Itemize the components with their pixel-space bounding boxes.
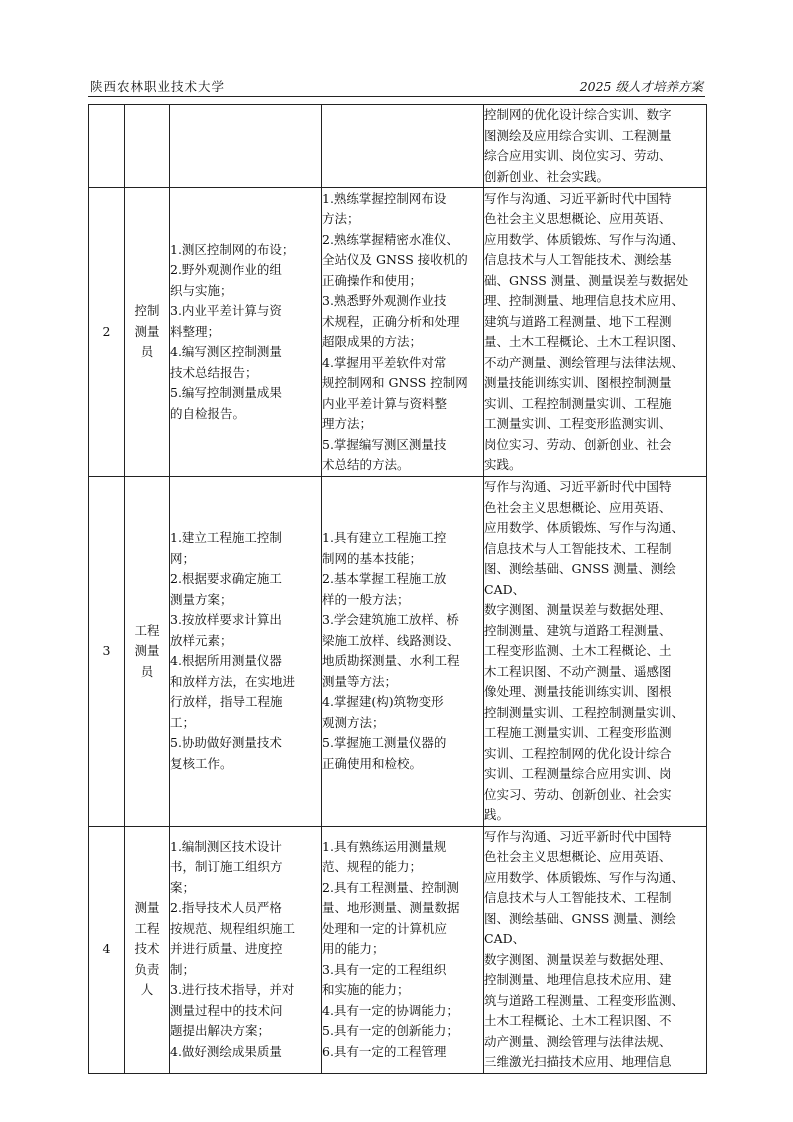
abilities-line: 4.掌握建(构)筑物变形 (322, 694, 444, 710)
courses-line: 控制测量、建筑与道路工程测量、 (484, 622, 672, 638)
courses-line: 实训、工程测量综合应用实训、岗 (484, 766, 672, 781)
abilities-line: 超限成果的方法； (322, 334, 423, 349)
courses-line: 三维激光扫描技术应用、地理信息 (484, 1054, 672, 1069)
role-cell (125, 188, 170, 477)
courses-cell (484, 826, 707, 1073)
duties-line: 3.内业平差计算与资 (170, 303, 282, 319)
header-school-name: 陕西农林职业技术大学 (90, 79, 226, 94)
courses-line: 控制测量实训、工程控制测量实训、 (484, 704, 685, 720)
courses-line: 应用数学、体质锻炼、写作与沟通、 (484, 520, 685, 535)
duties-line: 并进行质量、进度控 (170, 941, 283, 957)
duties-line: 网； (170, 550, 196, 566)
row-number-cell (89, 105, 125, 188)
abilities-line: 方法； (322, 211, 360, 226)
abilities-line: 理方法； (322, 416, 373, 431)
abilities-line: 内业平差计算与资料整 (322, 395, 448, 411)
duties-line: 按规范、规程组织施工 (170, 920, 296, 936)
duties-line: 测量方案； (170, 591, 233, 607)
abilities-line: 1.具有建立工程施工控 (322, 530, 447, 546)
abilities-line: 5.具有一定的创新能力； (322, 1023, 459, 1039)
abilities-line: 4.掌握用平差软件对常 (322, 354, 447, 370)
courses-line: 控制测量、地理信息技术应用、建 (484, 972, 672, 987)
duties-line: 工； (170, 714, 196, 730)
abilities-line: 观测方法； (322, 714, 385, 730)
duties-line: 2.指导技术人员严格 (170, 900, 282, 916)
abilities-line: 3.具有一定的工程组织 (322, 961, 447, 977)
courses-cell (484, 477, 707, 827)
role-line: 技术 (134, 941, 160, 957)
table-row (89, 826, 707, 1073)
role-cell (125, 105, 170, 188)
abilities-line: 和实施的能力； (322, 982, 410, 998)
role-line: 员 (140, 663, 154, 679)
row-number-cell: 4 (89, 826, 125, 1073)
courses-line: 写作与沟通、习近平新时代中国特 (484, 479, 672, 494)
courses-line: 图、测绘基础、GNSS 测量、测绘 CAD、 (484, 910, 676, 946)
abilities-cell (322, 188, 484, 477)
abilities-line: 术规程，正确分析和处理 (322, 313, 460, 329)
courses-line: 色社会主义思想概论、应用英语、 (484, 849, 672, 864)
abilities-line: 范、规程的能力； (322, 859, 423, 875)
role-cell (125, 477, 170, 827)
abilities-line: 2.基本掌握工程施工放 (322, 571, 447, 587)
courses-line: 位实习、劳动、创新创业、社会实 (484, 786, 672, 802)
courses-line: 不动产测量、测绘管理与法律法规、 (484, 354, 685, 370)
courses-line: 践。 (484, 807, 510, 822)
role-line: 控制 (134, 303, 160, 319)
courses-line: 创新创业、社会实践。 (484, 168, 610, 184)
courses-line: 测量技能训练实训、图根控制测量 (484, 375, 672, 390)
courses-line: 数字测图、测量误差与数据处理、 (484, 951, 672, 967)
abilities-line: 1.具有熟练运用测量规 (322, 838, 447, 854)
abilities-line: 5.掌握编写测区测量技 (322, 436, 447, 452)
abilities-line: 量、地形测量、测量数据 (322, 900, 460, 916)
role-line: 测量 (134, 643, 160, 658)
courses-line: 建筑与道路工程测量、地下工程测 (484, 313, 672, 329)
role-line: 测量 (134, 900, 160, 916)
duties-line: 放样元素； (170, 632, 233, 648)
duties-line: 1.编制测区技术设计 (170, 838, 282, 854)
row-number-cell: 2 (89, 188, 125, 477)
courses-line: 图测绘及应用综合实训、工程测量 (484, 127, 672, 143)
courses-line: 信息技术与人工智能技术、工程制 (484, 540, 672, 556)
abilities-line: 处理和一定的计算机应 (322, 920, 448, 936)
courses-line: 木工程识图、不动产测量、遥感图 (484, 663, 672, 679)
abilities-line: 2.具有工程测量、控制测 (322, 879, 459, 895)
page-header (88, 74, 705, 97)
duties-line: 料整理； (170, 323, 221, 339)
duties-line: 案； (170, 879, 196, 895)
abilities-line: 全站仪及 GNSS 接收机的 (322, 252, 468, 267)
duties-line: 4.根据所用测量仪器 (170, 653, 282, 669)
abilities-line: 3.学会建筑施工放样、桥 (322, 612, 459, 628)
abilities-line: 用的能力； (322, 941, 385, 957)
table-row (89, 477, 707, 827)
duties-line: 复核工作。 (170, 755, 233, 771)
courses-line: 实训、工程控制网的优化设计综合 (484, 745, 672, 761)
duties-cell (170, 477, 322, 827)
courses-line: 动产测量、测绘管理与法律法规、 (484, 1033, 672, 1049)
duties-line: 测量过程中的技术问 (170, 1002, 283, 1018)
courses-line: 理、控制测量、地理信息技术应用、 (484, 293, 685, 308)
duties-line: 和放样方法，在实地进 (170, 673, 296, 689)
abilities-line: 样的一般方法； (322, 591, 410, 607)
courses-line: 应用数学、体质锻炼、写作与沟通、 (484, 869, 685, 885)
role-line: 员 (140, 344, 154, 360)
courses-line: 信息技术与人工智能技术、测绘基 (484, 252, 672, 267)
duties-line: 书，制订施工组织方 (170, 859, 283, 875)
row-number-cell: 3 (89, 477, 125, 827)
courses-line: 工程变形监测、土木工程概论、土 (484, 643, 672, 658)
role-line: 测量 (134, 323, 160, 339)
courses-line: 色社会主义思想概论、应用英语、 (484, 499, 672, 515)
duties-line: 4.编写测区控制测量 (170, 344, 282, 360)
duties-line: 行放样，指导工程施 (170, 694, 283, 710)
duties-line: 1.测区控制网的布设； (170, 241, 295, 257)
table-row (89, 188, 707, 477)
duties-cell (170, 188, 322, 477)
courses-cell (484, 105, 707, 188)
role-line: 工程 (134, 622, 160, 638)
duties-line: 制； (170, 961, 196, 977)
abilities-line: 1.熟练掌握控制网布设 (322, 190, 447, 206)
duties-line: 的自检报告。 (170, 405, 246, 421)
courses-line: 工程施工测量实训、工程变形监测 (484, 725, 672, 740)
courses-line: 像处理、测量技能训练实训、图根 (484, 684, 672, 699)
courses-line: 图、测绘基础、GNSS 测量、测绘 CAD、 (484, 561, 676, 597)
courses-line: 写作与沟通、习近平新时代中国特 (484, 828, 672, 844)
abilities-cell (322, 826, 484, 1073)
courses-line: 应用数学、体质锻炼、写作与沟通、 (484, 231, 685, 247)
duties-line: 5.编写控制测量成果 (170, 385, 282, 401)
duties-line: 4.做好测绘成果质量 (170, 1043, 282, 1059)
courses-line: 综合应用实训、岗位实习、劳动、 (484, 148, 672, 163)
role-line: 负责 (134, 961, 160, 977)
role-line: 工程 (134, 920, 160, 936)
role-line: 人 (140, 982, 154, 998)
duties-line: 2.野外观测作业的组 (170, 262, 282, 278)
courses-line: 实践。 (484, 457, 522, 472)
courses-cell (484, 188, 707, 477)
abilities-line: 5.掌握施工测量仪器的 (322, 735, 447, 751)
abilities-cell (322, 477, 484, 827)
abilities-line: 正确操作和使用； (322, 272, 423, 288)
role-cell (125, 826, 170, 1073)
table-body (89, 105, 707, 1074)
table-row (89, 105, 707, 188)
duties-line: 5.协助做好测量技术 (170, 735, 282, 751)
courses-line: 筑与道路工程测量、工程变形监测、 (484, 992, 685, 1008)
duties-line: 题提出解决方案； (170, 1023, 271, 1039)
abilities-line: 梁施工放样、线路测设、 (322, 632, 460, 648)
courses-line: 础、GNSS 测量、测量误差与数据处 (484, 272, 689, 288)
duties-line: 技术总结报告； (170, 364, 258, 380)
courses-line: 工测量实训、工程变形监测实训、 (484, 416, 672, 431)
abilities-cell (322, 105, 484, 188)
courses-line: 实训、工程控制测量实训、工程施 (484, 395, 672, 411)
courses-line: 量、土木工程概论、土木工程识图、 (484, 334, 685, 349)
courses-line: 信息技术与人工智能技术、工程制 (484, 890, 672, 905)
duties-cell (170, 826, 322, 1073)
duties-line: 3.按放样要求计算出 (170, 612, 282, 628)
header-document-title: 2025 级人才培养方案 (579, 79, 703, 94)
courses-line: 色社会主义思想概论、应用英语、 (484, 211, 672, 226)
abilities-line: 正确使用和检校。 (322, 755, 423, 771)
abilities-line: 3.熟悉野外观测作业技 (322, 293, 447, 308)
abilities-line: 2.熟练掌握精密水准仪、 (322, 231, 459, 247)
training-plan-table (88, 104, 707, 1074)
abilities-line: 规控制网和 GNSS 控制网 (322, 375, 468, 390)
duties-line: 2.根据要求确定施工 (170, 571, 282, 587)
abilities-line: 6.具有一定的工程管理 (322, 1043, 447, 1059)
courses-line: 数字测图、测量误差与数据处理、 (484, 602, 672, 617)
abilities-line: 地质勘探测量、水利工程 (322, 653, 460, 669)
duties-line: 1.建立工程施工控制 (170, 530, 282, 546)
abilities-line: 制网的基本技能； (322, 550, 423, 566)
courses-line: 土木工程概论、土木工程识图、不 (484, 1013, 672, 1028)
courses-line: 写作与沟通、习近平新时代中国特 (484, 190, 672, 206)
courses-line: 岗位实习、劳动、创新创业、社会 (484, 436, 672, 452)
duties-line: 3.进行技术指导，并对 (170, 982, 295, 998)
courses-line: 控制网的优化设计综合实训、数字 (484, 107, 672, 122)
abilities-line: 术总结的方法。 (322, 457, 410, 472)
duties-cell (170, 105, 322, 188)
abilities-line: 4.具有一定的协调能力； (322, 1002, 459, 1018)
duties-line: 织与实施； (170, 282, 233, 298)
abilities-line: 测量等方法； (322, 673, 398, 689)
